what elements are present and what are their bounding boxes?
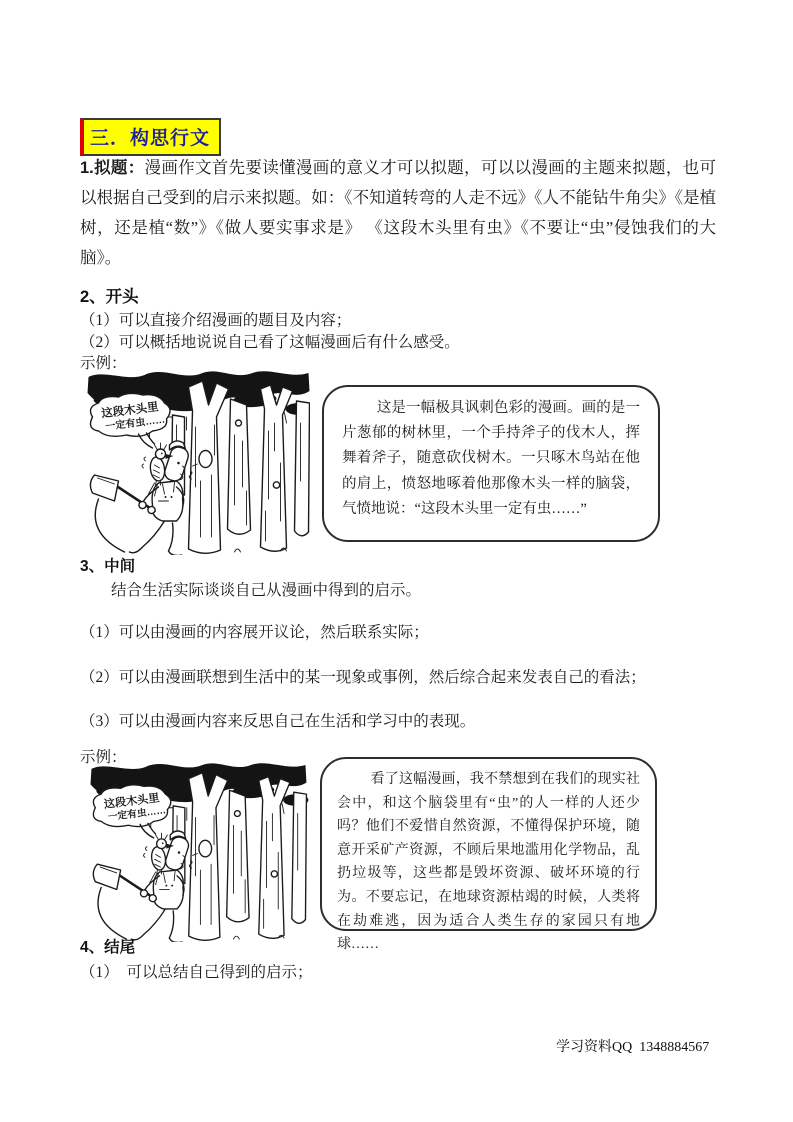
woodpecker-cartoon-2 [84, 763, 310, 942]
titling-paragraph-body: 漫画作文首先要读懂漫画的意义才可以拟题，可以以漫画的主题来拟题，也可以根据自己受到的启示来拟题。如：《不知道转弯的人走不远》《人不能钻牛角尖》《是植树，还是植“数”》《做人要实事求是》 《这段木头里有虫》《不要让“虫”侵蚀我们的大脑》。 [80, 158, 716, 267]
section-middle-item: （2）可以由漫画联想到生活中的某一现象或事例，然后综合起来发表自己的看法； [80, 669, 646, 686]
section-middle-intro: 结合生活实际谈谈自己从漫画中得到的启示。 [111, 582, 422, 599]
example-text-1: 这是一幅极具讽刺色彩的漫画。画的是一片葱郁的树林里，一个手持斧子的伐木人，挥舞着斧子，随意砍伐树木。一只啄木鸟站在他的肩上，愤怒地啄着他那像木头一样的脑袋，气愤地说：“这段木头里一定有虫……” [342, 400, 640, 517]
example-label: 示例： [80, 355, 127, 372]
footer-contact: 学习资料QQ 1348884567 [556, 1040, 710, 1055]
section-ending-item: （1） 可以总结自己得到的启示； [80, 964, 313, 981]
section-middle-item: （1）可以由漫画的内容展开议论，然后联系实际； [80, 624, 429, 641]
main-heading-text: 三．构思行文 [90, 128, 211, 149]
example-box-2 [320, 757, 657, 953]
section-middle-item: （3）可以由漫画内容来反思自己在生活和学习中的表现。 [80, 713, 476, 730]
example-text-2: 看了这幅漫画，我不禁想到在我们的现实社会中，和这个脑袋里有“虫”的人一样的人还少吗？他们不爱惜自然资源，不懂得保护环境，随意开采矿产资源，不顾后果地滥用化学物品，乱扔垃圾等，这些都是毁坏资源、破坏环境的行为。不要忘记，在地球资源枯竭的时候，人类将在劫难逃，因为适合人类生存的家园只有地球…… [337, 772, 640, 953]
section-middle-title: 3、中间 [80, 558, 136, 575]
example-box-1 [322, 385, 660, 542]
main-heading [80, 118, 221, 156]
example-label: 示例： [80, 749, 127, 766]
section-opening [80, 283, 720, 375]
section-opening-title: 2、开头 [80, 288, 139, 306]
titling-paragraph-label: 1.拟题： [80, 159, 145, 177]
section-opening-item: （2）可以概括地说说自己看了这幅漫画后有什么感受。 [80, 333, 460, 351]
woodpecker-cartoon-1 [84, 371, 310, 555]
titling-paragraph [80, 153, 716, 273]
section-opening-item: （1）可以直接介绍漫画的题目及内容； [80, 312, 352, 329]
section-ending-title: 4、结尾 [80, 939, 136, 956]
